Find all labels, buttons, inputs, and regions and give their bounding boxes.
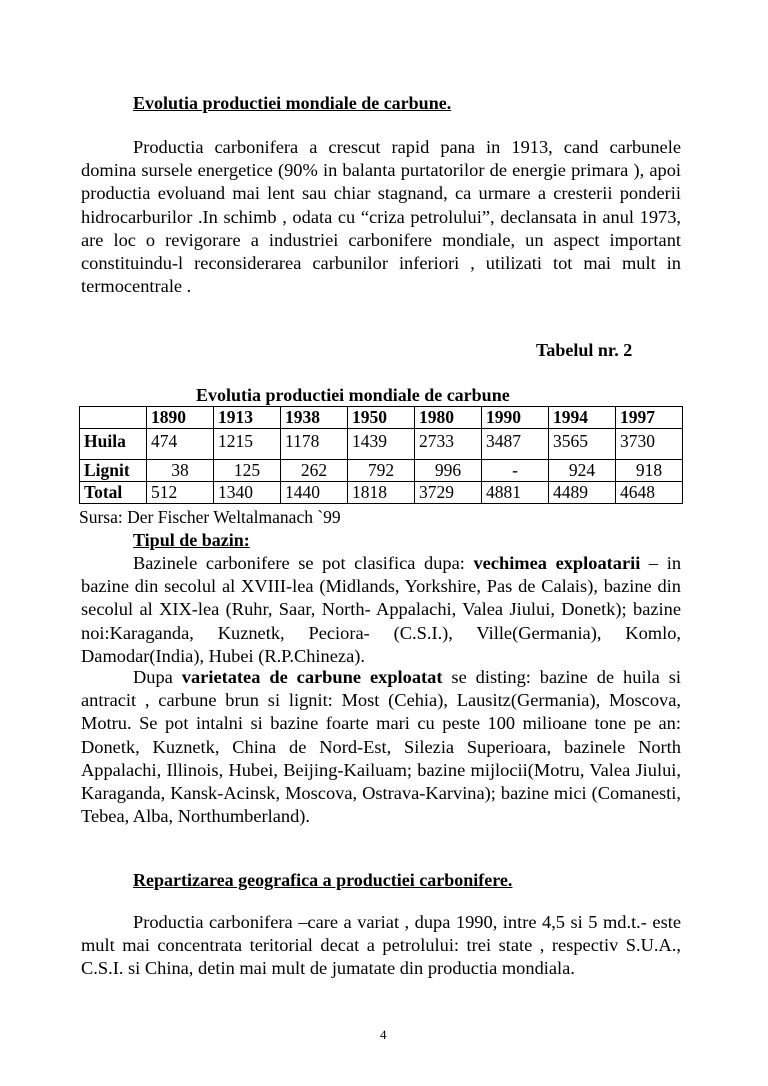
table-cell: 1215	[214, 429, 281, 460]
table-cell: 792	[348, 460, 415, 482]
heading-period: .	[446, 93, 452, 113]
table-cell: 474	[147, 429, 214, 460]
year-header: 1997	[616, 407, 683, 429]
row-label: Total	[80, 482, 147, 504]
table-cell: 512	[147, 482, 214, 504]
paragraph-coal-history: Productia carbonifera a crescut rapid pana in 1913, cand carbunele domina sursele energetice (90% in balanta purtatorilor de energie primara ), apoi productia evoluand mai lent sau chiar stagnand, ca urmare a cresterii ponderii hidrocarburilor .In schimb , odata cu “criza petrolului”, declansata in anul 1973, are loc o revigorare a industriei carbonifere mondiale, un aspect important constituindu-l reconsiderarea carbunilor inferiori , utilizati tot mai mult in termocentrale .	[81, 137, 681, 297]
year-header: 1994	[549, 407, 616, 429]
year-header: 1980	[415, 407, 482, 429]
heading-text: Evolutia productiei mondiale de carbune	[133, 93, 447, 113]
paragraph-coal-variety	[81, 666, 681, 828]
table-cell: 125	[214, 460, 281, 482]
table-cell: -	[482, 460, 549, 482]
table-cell: 924	[549, 460, 616, 482]
table-source: Sursa: Der Fischer Weltalmanach `99	[79, 507, 341, 527]
table-cell: 996	[415, 460, 482, 482]
table-row	[80, 482, 683, 504]
text-run: – in bazine din secolul al XVIII-lea (Midlands, Yorkshire, Pas de Calais), bazine din secolul al XIX-lea (Ruhr, Saar, North- Appalachi, Valea Jiului, Donetk); bazine noi:Karaganda, Kuznetk, Peciora- (C.S.I.), Ville(Germania), Komlo, Damodar(India), Hubei (R.P.Chineza).	[81, 553, 682, 666]
table-row	[80, 460, 683, 482]
table-cell: 4881	[482, 482, 549, 504]
table-cell: 1439	[348, 429, 415, 460]
row-label: Lignit	[80, 460, 147, 482]
table-row	[80, 429, 683, 460]
table-cell: 1340	[214, 482, 281, 504]
table-cell: 38	[147, 460, 214, 482]
table-cell: 2733	[415, 429, 482, 460]
paragraph-geographic-distribution: Productia carbonifera –care a variat , dupa 1990, intre 4,5 si 5 md.t.- este mult mai concentrata teritorial decat a petrolului: trei state , respectiv S.U.A., C.S.I. si China, detin mai mult de jumatate din productia mondiala.	[81, 912, 681, 979]
table-number: Tabelul nr. 2	[536, 340, 633, 360]
table-cell: 4489	[549, 482, 616, 504]
bold-term: vechimea exploatarii	[473, 553, 641, 573]
paragraph-basin-age	[81, 552, 681, 668]
table-header-row	[80, 407, 683, 429]
table-corner-cell	[80, 407, 147, 429]
year-header: 1950	[348, 407, 415, 429]
coal-production-table	[79, 406, 683, 504]
page-number: 4	[380, 1027, 387, 1042]
year-header: 1990	[482, 407, 549, 429]
table-cell: 3729	[415, 482, 482, 504]
table-cell: 918	[616, 460, 683, 482]
section-heading: Tipul de bazin:	[133, 530, 250, 550]
year-header: 1890	[147, 407, 214, 429]
bold-term: varietatea de carbune exploatat	[181, 667, 443, 687]
table-cell: 3565	[549, 429, 616, 460]
section-heading: Repartizarea geografica a productiei carbonifere.	[133, 870, 513, 890]
row-label: Huila	[80, 429, 147, 460]
text-run: se disting: bazine de huila si antracit , carbune brun si lignit: Most (Cehia), Lausitz(Germania), Moscova, Motru. Se pot intalni si bazine foarte mari cu peste 100 milioane tone pe an: Donetk, Kuznetk, China de Nord-Est, Silezia Superioara, bazinele North Appalachi, Illinois, Hubei, Beijing-Kailuam; bazine mijlocii(Motru, Valea Jiului, Karaganda, Kansk-Acinsk, Moscova, Ostrava-Karvina); bazine mici (Comanesti, Tebea, Alba, Northumberland).	[81, 667, 681, 827]
year-header: 1938	[281, 407, 348, 429]
table-cell: 1178	[281, 429, 348, 460]
table-cell: 1440	[281, 482, 348, 504]
text-run: Bazinele carbonifere se pot clasifica dupa:	[133, 553, 474, 573]
table-cell: 3730	[616, 429, 683, 460]
table-cell: 4648	[616, 482, 683, 504]
table-cell: 1818	[348, 482, 415, 504]
year-header: 1913	[214, 407, 281, 429]
table-cell: 3487	[482, 429, 549, 460]
section-heading	[133, 92, 451, 114]
text-run: Dupa	[133, 667, 182, 687]
table-cell: 262	[281, 460, 348, 482]
table-title: Evolutia productiei mondiale de carbune	[196, 385, 510, 405]
